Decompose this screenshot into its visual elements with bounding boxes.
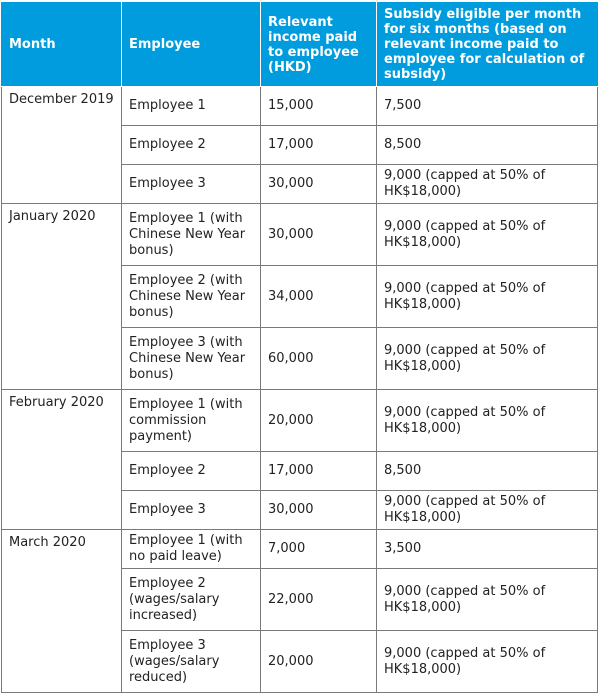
- income-cell: 15,000: [261, 87, 377, 126]
- employee-cell: Employee 1 (with no paid leave): [122, 530, 261, 569]
- subsidy-table: [1, 2, 598, 693]
- subsidy-cell: 9,000 (capped at 50% of HK$18,000): [377, 165, 598, 204]
- table-row: [2, 530, 598, 569]
- income-cell: 7,000: [261, 530, 377, 569]
- employee-cell: Employee 2: [122, 126, 261, 165]
- income-cell: 60,000: [261, 328, 377, 390]
- subsidy-cell: 9,000 (capped at 50% of HK$18,000): [377, 491, 598, 530]
- employee-cell: Employee 2 (wages/salary increased): [122, 569, 261, 631]
- employee-cell: Employee 1 (with commission payment): [122, 390, 261, 452]
- table-row: [2, 87, 598, 126]
- header-row: [2, 3, 598, 87]
- table-row: [2, 204, 598, 266]
- subsidy-cell: 8,500: [377, 126, 598, 165]
- subsidy-cell: 9,000 (capped at 50% of HK$18,000): [377, 390, 598, 452]
- income-cell: 34,000: [261, 266, 377, 328]
- employee-cell: Employee 3: [122, 491, 261, 530]
- subsidy-cell: 9,000 (capped at 50% of HK$18,000): [377, 266, 598, 328]
- header-month: Month: [2, 3, 122, 87]
- table-row: [2, 390, 598, 452]
- month-cell: December 2019: [2, 87, 122, 204]
- income-cell: 20,000: [261, 631, 377, 693]
- subsidy-cell: 9,000 (capped at 50% of HK$18,000): [377, 569, 598, 631]
- subsidy-cell: 3,500: [377, 530, 598, 569]
- income-cell: 30,000: [261, 491, 377, 530]
- header-subsidy: Subsidy eligible per month for six months (based on relevant income paid to employee for calculation of subsidy): [377, 3, 598, 87]
- income-cell: 17,000: [261, 452, 377, 491]
- employee-cell: Employee 2 (with Chinese New Year bonus): [122, 266, 261, 328]
- header-employee: Employee: [122, 3, 261, 87]
- income-cell: 17,000: [261, 126, 377, 165]
- month-cell: February 2020: [2, 390, 122, 530]
- income-cell: 30,000: [261, 165, 377, 204]
- employee-cell: Employee 1: [122, 87, 261, 126]
- subsidy-cell: 9,000 (capped at 50% of HK$18,000): [377, 631, 598, 693]
- month-cell: March 2020: [2, 530, 122, 693]
- employee-cell: Employee 1 (with Chinese New Year bonus): [122, 204, 261, 266]
- table-body: [2, 87, 598, 693]
- income-cell: 20,000: [261, 390, 377, 452]
- employee-cell: Employee 3 (with Chinese New Year bonus): [122, 328, 261, 390]
- income-cell: 30,000: [261, 204, 377, 266]
- income-cell: 22,000: [261, 569, 377, 631]
- subsidy-cell: 9,000 (capped at 50% of HK$18,000): [377, 204, 598, 266]
- employee-cell: Employee 3: [122, 165, 261, 204]
- subsidy-cell: 9,000 (capped at 50% of HK$18,000): [377, 328, 598, 390]
- employee-cell: Employee 3 (wages/salary reduced): [122, 631, 261, 693]
- employee-cell: Employee 2: [122, 452, 261, 491]
- month-cell: January 2020: [2, 204, 122, 390]
- subsidy-cell: 7,500: [377, 87, 598, 126]
- header-income: Relevant income paid to employee (HKD): [261, 3, 377, 87]
- subsidy-cell: 8,500: [377, 452, 598, 491]
